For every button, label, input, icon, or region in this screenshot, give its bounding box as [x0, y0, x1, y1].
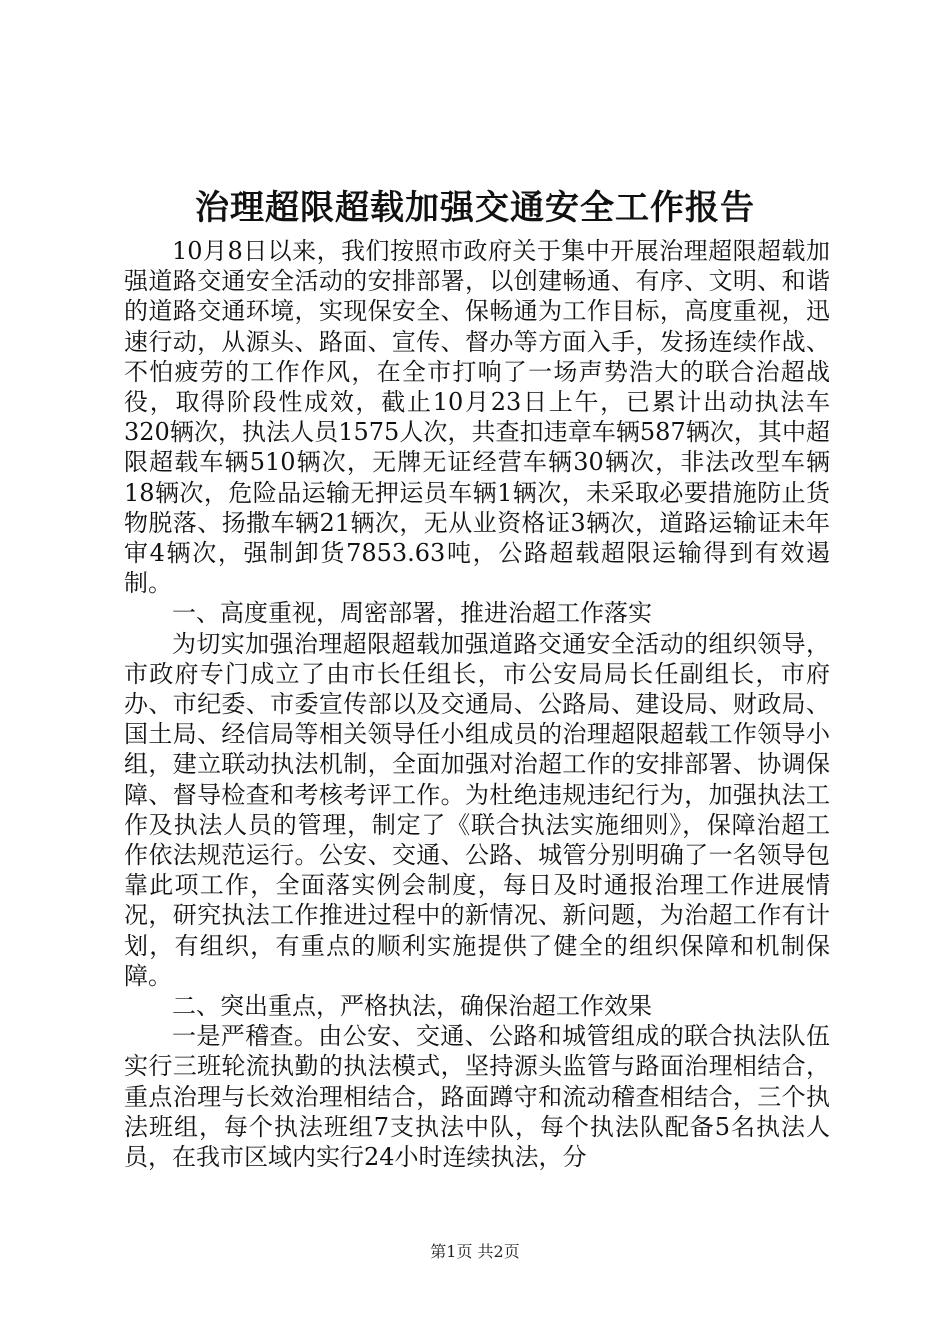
paragraph-section-2: 一是严稽查。由公安、交通、公路和城管组成的联合执法队伍实行三班轮流执勤的执法模式，坚持源头监管与路面治理相结合，重点治理与长效治理相结合，路面蹲守和流动稽查相结合，三个执法班组，每个执法班组7支执法中队，每个执法队配备5名执法人员，在我市区域内实行24小时连续执法，分	[124, 1022, 830, 1172]
section-heading-1: 一、高度重视，周密部署，推进治超工作落实	[172, 599, 652, 628]
section-heading-2: 二、突出重点，严格执法，确保治超工作效果	[172, 992, 652, 1021]
page-footer: 第1页 共2页	[430, 1242, 520, 1261]
paragraph-section-1: 为切实加强治理超限超载加强道路交通安全活动的组织领导，市政府专门成立了由市长任组长，市公安局局长任副组长，市府办、市纪委、市委宣传部以及交通局、公路局、建设局、财政局、国土局、经信局等相关领导任小组成员的治理超限超载工作领导小组，建立联动执法机制，全面加强对治超工作的安排部署、协调保障、督导检查和考核考评工作。为杜绝违规违纪行为，加强执法工作及执法人员的管理，制定了《联合执法实施细则》，保障治超工作依法规范运行。公安、交通、公路、城管分别明确了一名领导包靠此项工作，全面落实例会制度，每日及时通报治理工作进展情况，研究执法工作推进过程中的新情况、新问题，为治超工作有计划，有组织，有重点的顺利实施提供了健全的组织保障和机制保障。	[124, 629, 830, 990]
document-body	[124, 236, 830, 1172]
paragraph-intro: 10月8日以来，我们按照市政府关于集中开展治理超限超载加强道路交通安全活动的安排部署，以创建畅通、有序、文明、和谐的道路交通环境，实现保安全、保畅通为工作目标，高度重视，迅速行动，从源头、路面、宣传、督办等方面入手，发扬连续作战、不怕疲劳的工作作风，在全市打响了一场声势浩大的联合治超战役，取得阶段性成效，截止10月23日上午，已累计出动执法车320辆次，执法人员1575人次，共查扣违章车辆587辆次，其中超限超载车辆510辆次，无牌无证经营车辆30辆次，非法改型车辆18辆次，危险品运输无押运员车辆1辆次，未采取必要措施防止货物脱落、扬撒车辆21辆次，无从业资格证3辆次，道路运输证未年审4辆次，强制卸货7853.63吨，公路超载超限运输得到有效遏制。	[124, 237, 830, 598]
document-title: 治理超限超载加强交通安全工作报告	[195, 188, 755, 228]
